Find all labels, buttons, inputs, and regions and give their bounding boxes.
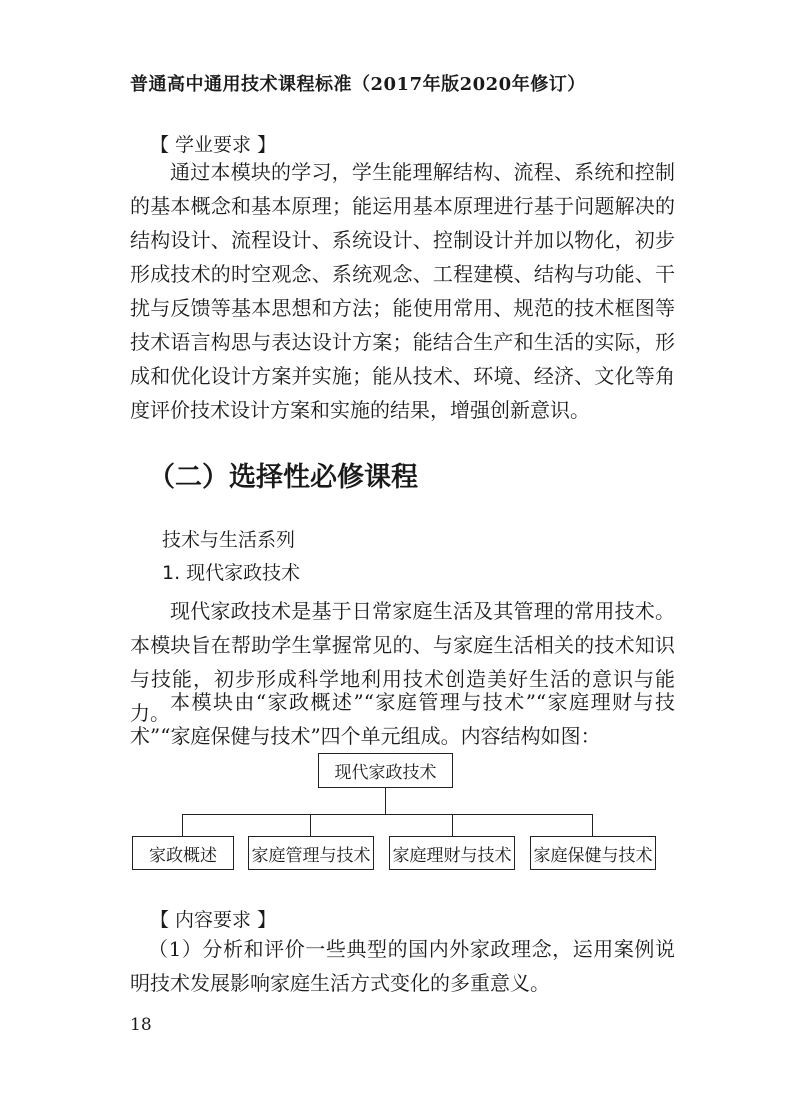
academic-requirements-paragraph: 通过本模块的学习，学生能理解结构、流程、系统和控制的基本概念和基本原理；能运用基本原理进行基于问题解决的结构设计、流程设计、系统设计、控制设计并加以物化，初步形成技术的时空观念、系统观念、工程建模、结构与功能、干扰与反馈等基本思想和方法；能使用常用、规范的技术框图等技术语言构思与表达设计方案；能结合生产和生活的实际，形成和优化设计方案并实施；能从技术、环境、经济、文化等角度评价技术设计方案和实施的结果，增强创新意识。 — [130, 160, 675, 422]
module-structure-paragraph: 本模块由“家政概述”“家庭管理与技术”“家庭理财与技术”“家庭保健与技术”四个单元组成。内容结构如图： — [130, 690, 675, 748]
content-requirements-label: 【 内容要求 】 — [150, 909, 277, 931]
module-title: 1. 现代家政技术 — [162, 562, 301, 584]
diagram-connector-3 — [452, 814, 453, 836]
diagram-child-box-4: 家庭保健与技术 — [530, 836, 656, 870]
diagram-connector-2 — [310, 814, 311, 836]
module-intro-paragraph: 现代家政技术是基于日常家庭生活及其管理的常用技术。本模块旨在帮助学生掌握常见的、与家庭生活相关的技术知识与技能，初步形成科学地利用技术创造美好生活的意识与能力。 — [130, 599, 675, 725]
diagram-child-box-1: 家政概述 — [132, 836, 234, 870]
page-number: 18 — [130, 1015, 152, 1035]
academic-requirements-label: 【 学业要求 】 — [150, 134, 277, 156]
content-requirement-item-1: （1）分析和评价一些典型的国内外家政理念，运用案例说明技术发展影响家庭生活方式变化的多重意义。 — [130, 937, 675, 995]
diagram-child-box-2: 家庭管理与技术 — [248, 836, 374, 870]
diagram-connector-vertical — [385, 788, 386, 814]
diagram-connector-horizontal — [182, 814, 592, 815]
chapter-heading: （二）选择性必修课程 — [148, 462, 418, 493]
series-title: 技术与生活系列 — [162, 529, 296, 551]
diagram-connector-1 — [182, 814, 183, 836]
running-head: 普通高中通用技术课程标准（2017年版2020年修订） — [130, 74, 586, 95]
diagram-connector-4 — [592, 814, 593, 836]
diagram-root-box: 现代家政技术 — [318, 753, 453, 788]
diagram-child-box-3: 家庭理财与技术 — [389, 836, 515, 870]
